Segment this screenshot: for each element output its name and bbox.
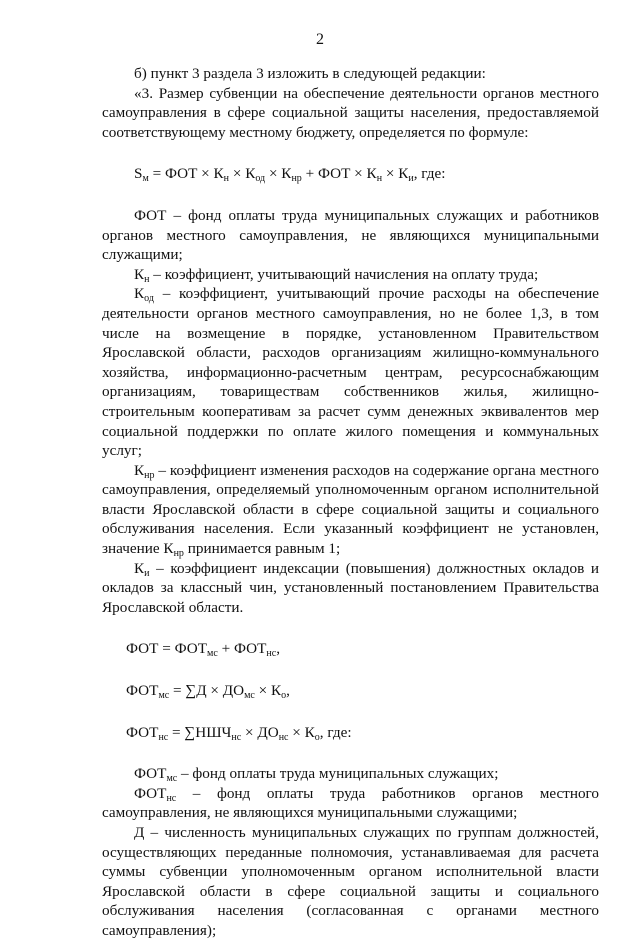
formula-fot: ФОТ = $ФОТ_{мс} + ФОТ_{нс}$, [126,640,280,660]
formula-fot-ns: $ФОТ_{нс} = \sum НШЧ_{нс} \times ДО_{нс} \times К_о$, где: [126,723,352,743]
document-body [102,64,599,941]
definition-kn: $К_н$ – коэффициент, учитывающий начисления на оплату труда; [134,265,539,285]
definition-kod: $К_{од}$ – коэффициент, учитывающий прочие расходы на обеспечение деятельности органов местного самоуправления, но не более 1,3, в том числе на возмещение в порядке, установленном Правительством Ярославской области, расходов организациям жилищно-коммунального хозяйства, информационно-расчетным центрам, ресурсоснабжающим организациям, товариществам собственников жилья, жилищно-строительным кооперативам за расчет сумм денежных эквивалентов мер социальной поддержки по оплате жилого помещения и коммунальных услуг; [102,285,599,460]
definition-fot-ms: $ФОТ_{мс}$ – фонд оплаты труда муниципальных служащих; [134,765,499,785]
definition-d: Д – численность муниципальных служащих по группам должностей, осуществляющих переданные полномочия, устанавливаемая для расчета суммы субвенции уполномоченным органом исполнительной власти Ярославской области в сфере социальной защиты и социального обслуживания населения (согласованная с органами местного самоуправления); [102,824,599,939]
definition-fot: ФОТ – фонд оплаты труда муниципальных служащих и работников органов местного самоуправления, не являющихся муниципальными служащими; [102,206,599,264]
definition-fot-ns: $ФОТ_{нс}$ – фонд оплаты труда работников органов местного самоуправления, не являющихся муниципальными служащими; [102,784,599,822]
page-number: 2 [316,31,324,48]
definition-ki: $К_и$ – коэффициент индексации (повышения) должностных окладов и окладов за классный чин, установленный постановлением Правительства Ярославской области. [102,559,599,616]
formula-fot-ms: $ФОТ_{мс} = \sum Д \times ДО_{мс} \times К_о$, [126,682,290,702]
definition-knr: $К_{нр}$ – коэффициент изменения расходов на содержание органа местного самоуправления, определяемый уполномоченным органом исполнительной власти Ярославской области в сфере социальной защиты и социального обслуживания населения. Если указанный коэффициент не установлен, значение $К_{нр}$ принимается равным 1; [102,461,599,560]
intro-paragraph-2: «3. Размер субвенции на обеспечение деятельности органов местного самоуправления в сфере социальной защиты населения, предоставляемой соответствующему местному бюджету, определяется по формуле: [102,84,599,141]
intro-paragraph-1: б) пункт 3 раздела 3 изложить в следующей редакции: [134,65,486,82]
formula-subvention: $S_м$ = ФОТ × $К_н \times К_{од} \times К_{нр}$ + ФОТ × $К_н \times К_и$, где: [134,165,446,185]
